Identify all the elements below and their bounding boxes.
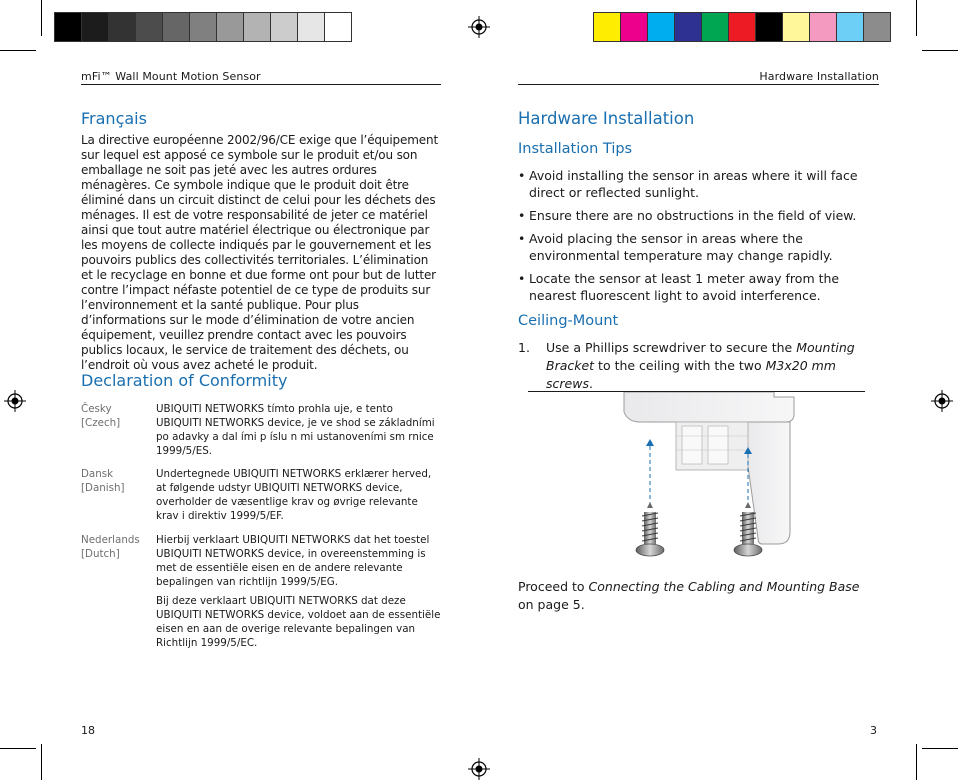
bracket-rib [708, 426, 728, 464]
proceed-instruction: Proceed to Connecting the Cabling and Mounting Base on page 5. [518, 579, 860, 612]
color-swatch [54, 12, 82, 42]
crop-mark [922, 748, 958, 749]
header-rule [518, 84, 879, 85]
step-text: Use a Phillips screwdriver to secure the Mounting Bracket to the ceiling with the two M3x20 mm screws. [546, 340, 855, 391]
crop-mark [41, 744, 42, 780]
crop-mark [916, 744, 917, 780]
ceiling-plate [624, 392, 794, 422]
bracket-rib [682, 426, 702, 464]
list-item: • Avoid placing the sensor in areas where the environmental temperature may change rapidly. [518, 230, 870, 264]
crop-mark [41, 0, 42, 36]
crop-mark [922, 50, 958, 51]
section-heading-francais: Français [81, 109, 147, 128]
running-head: mFi™ Wall Mount Motion Sensor [81, 70, 261, 83]
section-heading-installation-tips: Installation Tips [518, 141, 633, 157]
declaration-text: Hierbij verklaart UBIQUITI NETWORKS dat het toestel UBIQUITI NETWORKS device, in overeenstemming is met de essentiële eisen en de andere relevante bepalingen van richtlijn 1999/5/EG. Bij deze verklaart UBIQUITI NETWORKS dat deze UBIQUITI NETWORKS device, voldoet aan de essentiële eisen en aan de overige relevante bepalingen van Richtlijn 1999/5/EC. [156, 534, 441, 649]
screw-left [636, 502, 664, 556]
list-item: • Avoid installing the sensor in areas where it will face direct or reflected sunlight. [518, 167, 870, 201]
declaration-language: Česky [Czech] [81, 403, 121, 429]
ceiling-mount-illustration [618, 392, 808, 562]
step-number: 1. [518, 340, 530, 355]
list-item: • Ensure there are no obstructions in the field of view. [518, 207, 870, 224]
page-number: 3 [870, 724, 877, 737]
declaration-text: Undertegnede UBIQUITI NETWORKS erklærer herved, at følgende udstyr UBIQUITI NETWORKS device, overholder de væsentlige krav og øvrige relevante krav i direktiv 1999/5/EF. [156, 468, 432, 522]
right-page [518, 0, 879, 780]
section-heading-declaration: Declaration of Conformity [81, 371, 288, 390]
weee-paragraph-french: La directive européenne 2002/96/CE exige que l’équipement sur lequel est apposé ce symbole sur le produit et/ou son emballage ne soit pas jeté avec les autres ordures ménagères. Ce symbole indique que le produit doit être éliminé dans un circuit distinct de celui pour les déchets des ménages. Il est de votre responsabilité de jeter ce matériel ainsi que tout autre matériel électrique ou électronique par les moyens de collecte indiqués par le gouvernement et les pouvoirs publics des collectivités territoriales. L’élimination et le recyclage en bonne et due forme ont pour but de lutter contre l’impact néfaste potentiel de ce type de produits sur l’environnement et la santé publique. Pour plus d’informations sur le mode d’élimination de votre ancien équipement, veuillez prendre contact avec les pouvoirs publics locaux, le service de traitement des déchets, ou l’endroit où vous avez acheté le produit. [81, 133, 439, 372]
registration-mark-icon [4, 390, 26, 412]
page-number: 18 [81, 724, 95, 737]
registration-mark-icon [468, 16, 490, 38]
page-title: Hardware Installation [518, 109, 695, 128]
registration-mark-icon [468, 758, 490, 780]
installation-tips-list [518, 167, 870, 310]
arrow-head [646, 439, 654, 446]
declaration-language: Nederlands [Dutch] [81, 534, 140, 560]
declaration-language: Dansk [Danish] [81, 468, 125, 494]
crop-mark [0, 748, 36, 749]
section-heading-ceiling-mount: Ceiling-Mount [518, 313, 619, 329]
registration-mark-icon [931, 390, 953, 412]
crop-mark [916, 0, 917, 36]
step-1 [518, 339, 868, 393]
list-item: • Locate the sensor at least 1 meter away from the nearest fluorescent light to avoid interference. [518, 270, 870, 304]
declaration-text: UBIQUITI NETWORKS tímto prohla uje, e tento UBIQUITI NETWORKS device, je ve shod se základními po adavky a dal ími p íslu n mi ustanoveními sm rnice 1999/5/ES. [156, 403, 435, 457]
left-page [81, 0, 441, 780]
crop-mark [0, 50, 36, 51]
color-swatch [863, 12, 891, 42]
running-head: Hardware Installation [759, 70, 879, 83]
header-rule [81, 84, 441, 85]
